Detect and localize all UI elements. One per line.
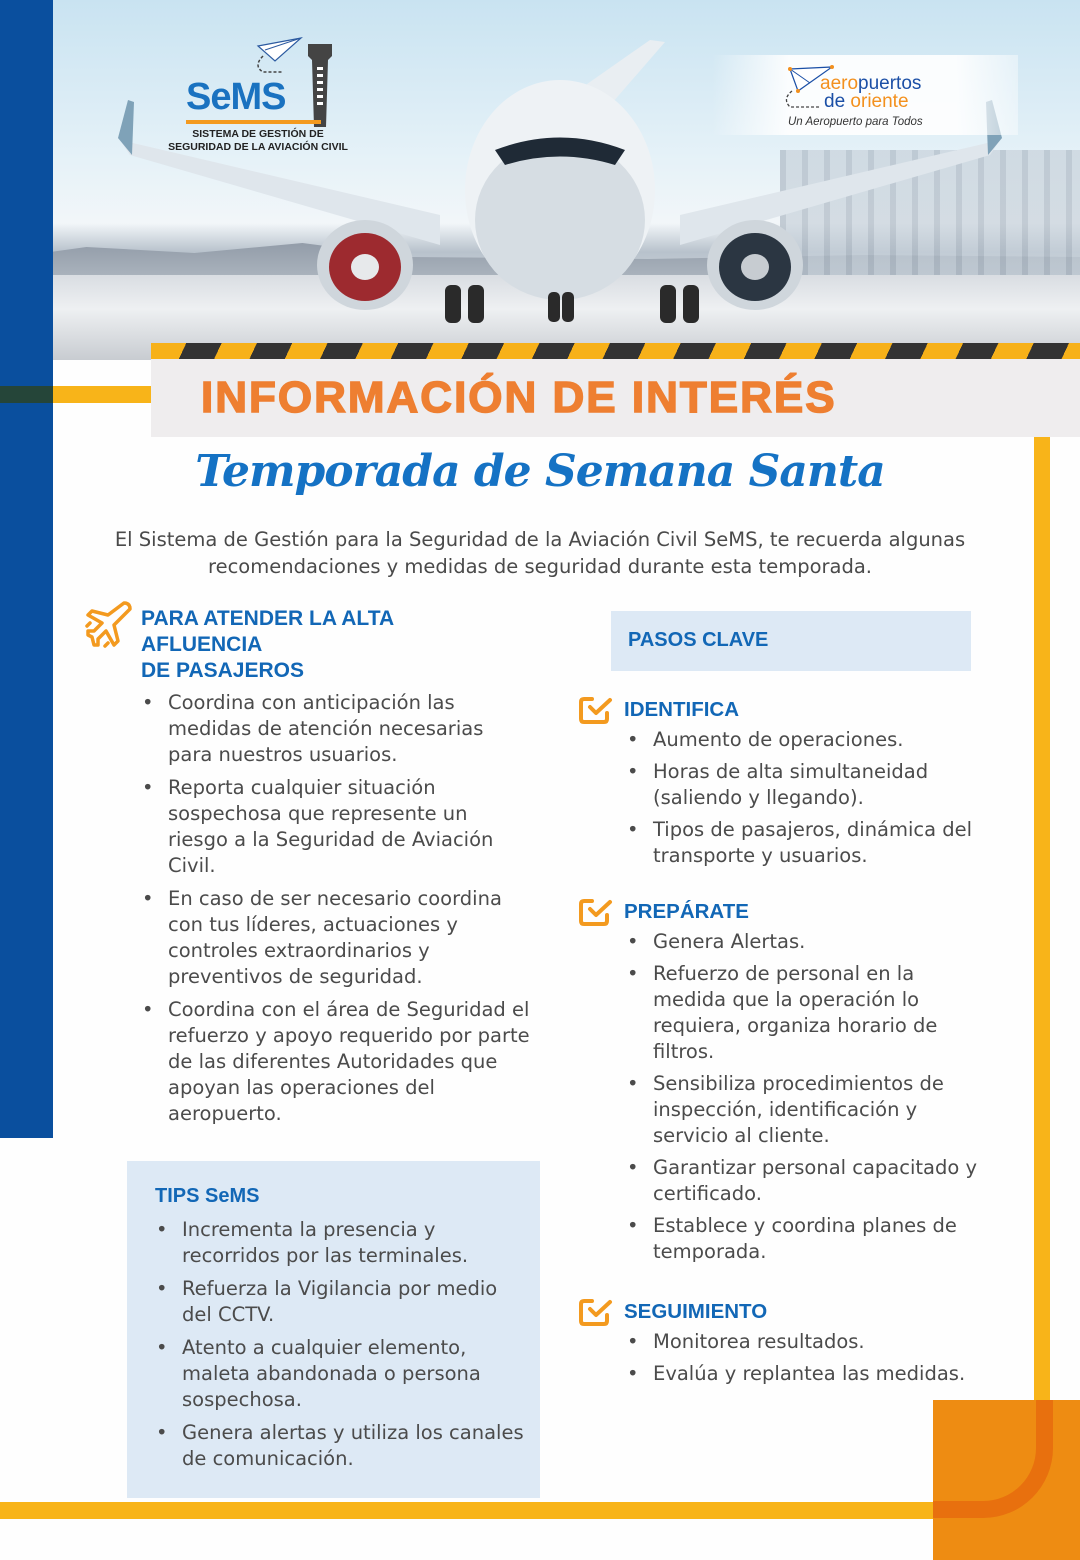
yellow-accent-right bbox=[1034, 437, 1050, 1439]
hazard-stripe bbox=[151, 343, 1080, 359]
heading-line: AFLUENCIA bbox=[141, 633, 263, 656]
checkbox-icon bbox=[578, 1297, 614, 1327]
step-title: PREPÁRATE bbox=[624, 900, 749, 923]
list-item: • Refuerza la Vigilancia por medio del CCTV. bbox=[154, 1276, 524, 1328]
tips-box bbox=[127, 1161, 540, 1498]
ao-oriente: oriente bbox=[850, 91, 909, 112]
list-item: • Coordina con anticipación las medidas de atención necesarias para nuestros usuarios. bbox=[140, 690, 530, 768]
pasos-clave-box bbox=[611, 611, 971, 671]
intro-text: El Sistema de Gestión para la Seguridad de la Aviación Civil SeMS, te recuerda algunas recomendaciones y medidas de seguridad durante esta temporada. bbox=[114, 528, 966, 578]
sems-wordmark: SeMS bbox=[186, 76, 286, 118]
sems-underline bbox=[186, 120, 321, 124]
sems-logo-subtitle bbox=[158, 128, 358, 154]
list-item: • Genera alertas y utiliza los canales de comunicación. bbox=[154, 1420, 524, 1472]
airplane-icon bbox=[84, 597, 136, 649]
list-item: • Establece y coordina planes de temporada. bbox=[625, 1213, 978, 1265]
list-item: • Horas de alta simultaneidad (saliendo y llegando). bbox=[625, 759, 978, 811]
left-blue-bar bbox=[0, 0, 53, 1138]
pasos-clave-heading: PASOS CLAVE bbox=[628, 629, 769, 651]
yellow-accent-bottom bbox=[0, 1502, 1000, 1519]
aeropuertos-de-oriente-logo bbox=[712, 55, 1018, 135]
list-item: • Refuerzo de personal en la medida que la operación lo requiera, organiza horario de filtros. bbox=[625, 961, 978, 1065]
list-item: • Atento a cualquier elemento, maleta abandonada o persona sospechosa. bbox=[154, 1335, 524, 1413]
ao-aero: aero bbox=[820, 73, 859, 94]
alta-afluencia-list bbox=[140, 690, 530, 1134]
step-title: IDENTIFICA bbox=[624, 698, 740, 721]
section-heading-alta-afluencia bbox=[141, 606, 461, 684]
sems-subtitle-line1: SISTEMA DE GESTIÓN DE bbox=[192, 128, 324, 140]
ao-tagline: Un Aeropuerto para Todos bbox=[788, 116, 923, 128]
step-heading bbox=[578, 696, 978, 724]
step-title: SEGUIMIENTO bbox=[624, 1300, 768, 1323]
checkbox-icon bbox=[578, 897, 614, 927]
list-item: • Sensibiliza procedimientos de inspección, identificación y servicio al cliente. bbox=[625, 1071, 978, 1149]
tips-list bbox=[154, 1217, 524, 1479]
ao-logo-line2 bbox=[824, 93, 909, 111]
yellow-accent-left bbox=[53, 386, 151, 403]
list-item: • Tipos de pasajeros, dinámica del transporte y usuarios. bbox=[625, 817, 978, 869]
heading-line: DE PASAJEROS bbox=[141, 659, 304, 682]
step-list bbox=[625, 929, 978, 1265]
heading-line: PARA ATENDER LA ALTA bbox=[141, 607, 395, 630]
list-item: • Evalúa y replantea las medidas. bbox=[625, 1361, 978, 1387]
ao-puertos: puertos bbox=[858, 73, 922, 94]
tips-heading: TIPS SeMS bbox=[155, 1185, 260, 1207]
list-item: • Reporta cualquier situación sospechosa que represente un riesgo a la Seguridad de Aviación Civil. bbox=[140, 775, 530, 879]
page-subtitle: Temporada de Semana Santa bbox=[195, 446, 885, 497]
step-list bbox=[625, 727, 978, 869]
step-identifica bbox=[578, 696, 978, 875]
sems-subtitle-line2: SEGURIDAD DE LA AVIACIÓN CIVIL bbox=[168, 141, 348, 153]
blue-bar-dark-stripe bbox=[0, 386, 53, 403]
list-item: • Monitorea resultados. bbox=[625, 1329, 978, 1355]
title-band bbox=[151, 359, 1080, 437]
step-list bbox=[625, 1329, 978, 1387]
paper-plane-icon bbox=[253, 36, 303, 76]
sems-logo bbox=[158, 36, 358, 161]
ao-de: de bbox=[824, 91, 846, 112]
list-item: • En caso de ser necesario coordina con tus líderes, actuaciones y controles extraordinarios y preventivos de seguridad. bbox=[140, 886, 530, 990]
step-heading bbox=[578, 898, 978, 926]
list-item: • Genera Alertas. bbox=[625, 929, 978, 955]
step-preparate bbox=[578, 898, 978, 1271]
list-item: • Incrementa la presencia y recorridos por las terminales. bbox=[154, 1217, 524, 1269]
step-seguimiento bbox=[578, 1298, 978, 1393]
hero-airplane-photo bbox=[0, 0, 1080, 360]
control-tower-icon bbox=[306, 42, 334, 127]
page-title: INFORMACIÓN DE INTERÉS bbox=[201, 373, 837, 422]
list-item: • Aumento de operaciones. bbox=[625, 727, 978, 753]
orange-curve bbox=[933, 1400, 1053, 1518]
list-item: • Garantizar personal capacitado y certificado. bbox=[625, 1155, 978, 1207]
orange-corner-decoration bbox=[933, 1400, 1080, 1560]
step-heading bbox=[578, 1298, 978, 1326]
list-item: • Coordina con el área de Seguridad el refuerzo y apoyo requerido por parte de las diferentes Autoridades que apoyan las operaciones del aeropuerto. bbox=[140, 997, 530, 1127]
checkbox-icon bbox=[578, 695, 614, 725]
